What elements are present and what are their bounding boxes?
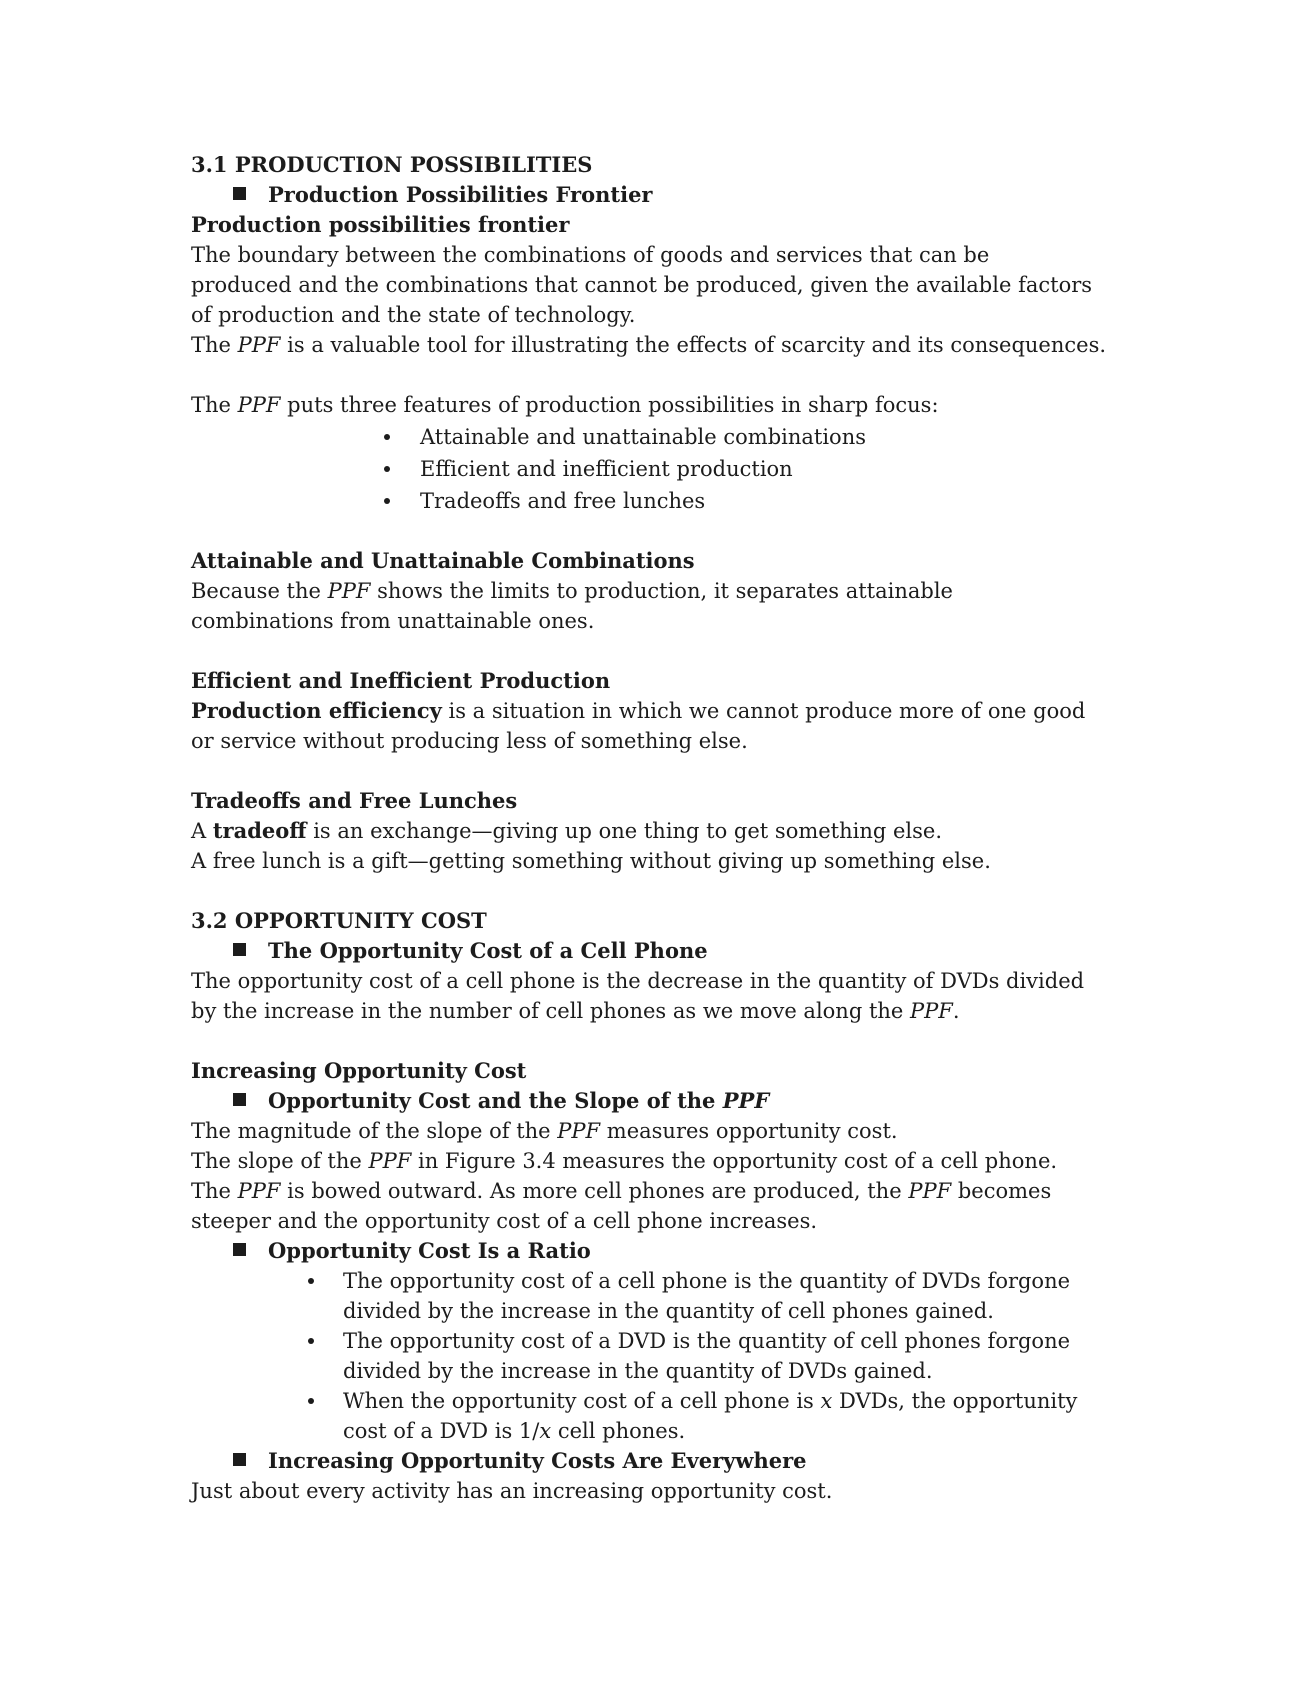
ratio-list: [306, 1266, 1151, 1446]
definition-line: produced and the combinations that cannot be produced, given the available factors: [191, 273, 1093, 297]
paragraph-line: combinations from unattainable ones.: [191, 609, 595, 633]
list-item: The opportunity cost of a DVD is the quantity of cell phones forgone divided by the increase in the quantity of DVDs gained.: [306, 1326, 1103, 1386]
list-item: Attainable and unattainable combinations: [384, 422, 1151, 452]
bullet-icon: [308, 1338, 314, 1344]
subheading-ratio: Opportunity Cost Is a Ratio: [233, 1236, 1151, 1266]
subheading-ppf: Production Possibilities Frontier: [233, 180, 1151, 210]
heading-efficient: Efficient and Inefficient Production: [191, 668, 611, 693]
paragraph-line: The PPF puts three features of production possibilities in sharp focus:: [191, 393, 939, 417]
paragraph-line: A tradeoff is an exchange—giving up one thing to get something else.: [191, 818, 943, 843]
paragraph-line: Just about every activity has an increasing opportunity cost.: [191, 1479, 833, 1503]
square-bullet-icon: [233, 1093, 246, 1106]
paragraph-line: The PPF is a valuable tool for illustrating the effects of scarcity and its consequences.: [191, 333, 1107, 357]
section-heading-3-2: 3.2 OPPORTUNITY COST: [191, 908, 487, 933]
bullet-icon: [308, 1398, 314, 1404]
paragraph-line: The opportunity cost of a cell phone is the decrease in the quantity of DVDs divided: [191, 969, 1085, 993]
subheading-everywhere: Increasing Opportunity Costs Are Everywhere: [233, 1446, 1151, 1476]
list-item: Tradeoffs and free lunches: [384, 486, 1151, 516]
square-bullet-icon: [233, 1453, 246, 1466]
heading-attainable: Attainable and Unattainable Combinations: [191, 548, 695, 573]
paragraph-line: or service without producing less of something else.: [191, 729, 748, 753]
bullet-icon: [384, 498, 390, 504]
bullet-icon: [384, 466, 390, 472]
paragraph-line: The slope of the PPF in Figure 3.4 measures the opportunity cost of a cell phone.: [191, 1149, 1058, 1173]
square-bullet-icon: [233, 1243, 246, 1256]
heading-tradeoffs: Tradeoffs and Free Lunches: [191, 788, 518, 813]
definition-line: The boundary between the combinations of goods and services that can be: [191, 243, 990, 267]
section-heading-3-1: 3.1 PRODUCTION POSSIBILITIES: [191, 152, 593, 177]
paragraph-line: Production efficiency is a situation in which we cannot produce more of one good: [191, 698, 1086, 723]
bullet-icon: [384, 434, 390, 440]
document-page: [191, 150, 1151, 1506]
list-item: When the opportunity cost of a cell phone is x DVDs, the opportunity cost of a DVD is 1/x cell phones.: [306, 1386, 1103, 1446]
square-bullet-icon: [233, 943, 246, 956]
list-item: Efficient and inefficient production: [384, 454, 1151, 484]
paragraph-line: Because the PPF shows the limits to production, it separates attainable: [191, 579, 953, 603]
paragraph-line: A free lunch is a gift—getting something without giving up something else.: [191, 849, 991, 873]
subheading-cell-phone: The Opportunity Cost of a Cell Phone: [233, 936, 1151, 966]
subheading-slope: Opportunity Cost and the Slope of the PPF: [233, 1086, 1151, 1116]
paragraph-line: by the increase in the number of cell phones as we move along the PPF.: [191, 999, 960, 1023]
heading-increasing-oc: Increasing Opportunity Cost: [191, 1058, 527, 1083]
square-bullet-icon: [233, 187, 246, 200]
paragraph-line: The PPF is bowed outward. As more cell phones are produced, the PPF becomes: [191, 1179, 1052, 1203]
features-list: [384, 422, 1151, 516]
list-item: The opportunity cost of a cell phone is the quantity of DVDs forgone divided by the increase in the quantity of cell phones gained.: [306, 1266, 1103, 1326]
paragraph-line: The magnitude of the slope of the PPF measures opportunity cost.: [191, 1119, 898, 1143]
bullet-icon: [308, 1278, 314, 1284]
term-ppf: Production possibilities frontier: [191, 212, 570, 237]
definition-line: of production and the state of technology.: [191, 303, 636, 327]
paragraph-line: steeper and the opportunity cost of a cell phone increases.: [191, 1209, 818, 1233]
